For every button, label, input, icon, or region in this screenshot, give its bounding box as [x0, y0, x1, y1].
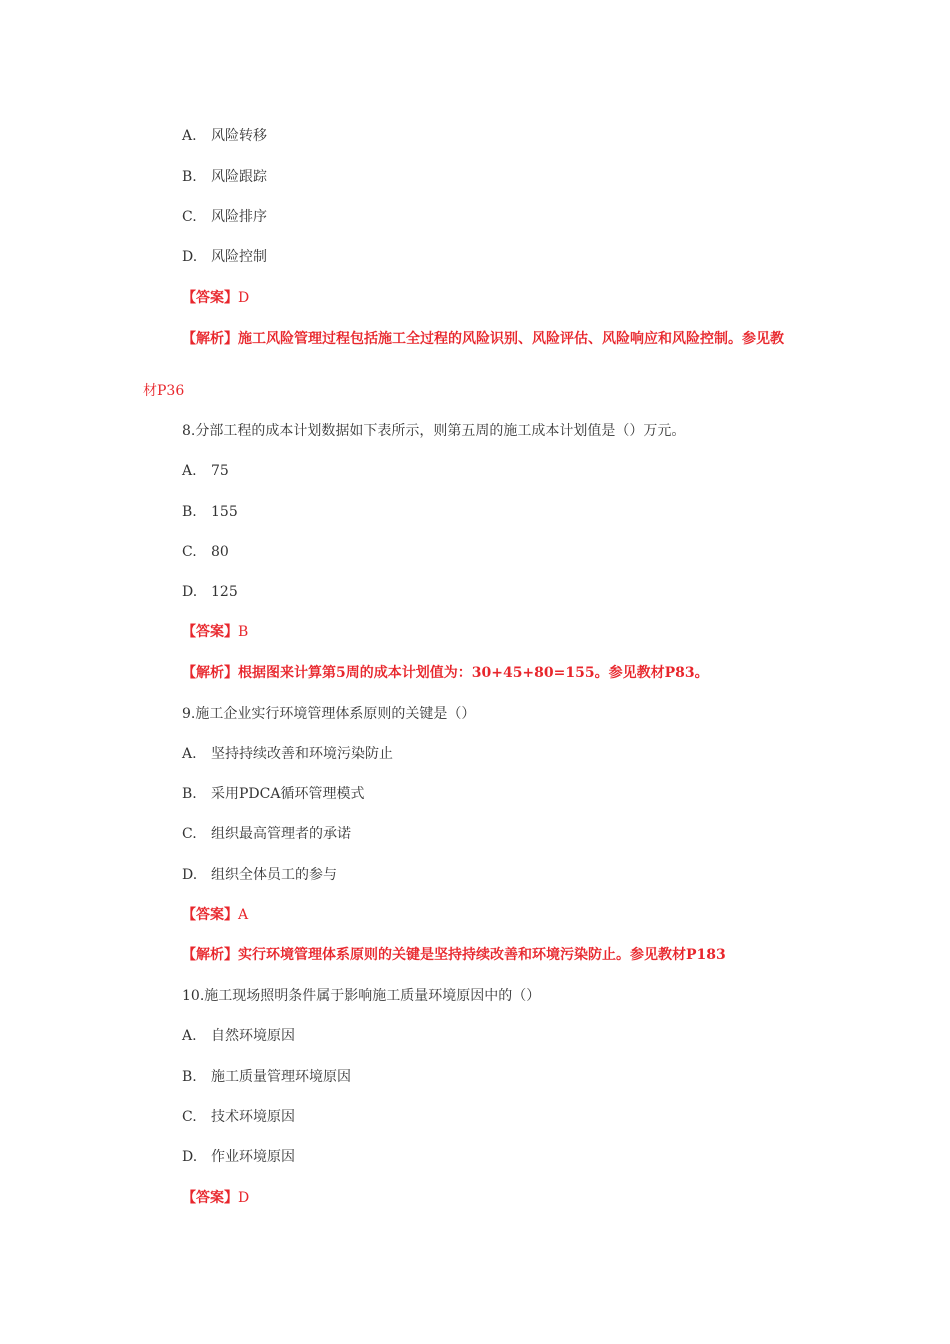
analysis-tag: 【解析】 — [182, 947, 238, 963]
option-text: 风险转移 — [211, 128, 267, 144]
q7-answer — [182, 288, 249, 308]
q8-option-c — [182, 542, 229, 562]
q7-analysis-continued: 材P36 — [143, 383, 185, 399]
answer-value: B — [238, 624, 249, 640]
q10-option-b — [182, 1067, 351, 1087]
option-letter: B. — [182, 169, 197, 185]
analysis-tag: 【解析】 — [182, 665, 238, 681]
option-letter: D. — [182, 1149, 198, 1165]
option-letter: B. — [182, 504, 197, 520]
q9-option-c — [182, 824, 351, 844]
q7-option-d — [182, 247, 267, 267]
q8-question: 8.分部工程的成本计划数据如下表所示，则第五周的施工成本计划值是（）万元。 — [182, 423, 686, 439]
q8-option-a — [182, 461, 229, 481]
q8-option-d — [182, 582, 238, 602]
q7-option-c — [182, 207, 267, 227]
q9-analysis — [182, 945, 726, 965]
option-text: 坚持持续改善和环境污染防止 — [211, 746, 393, 762]
analysis-tag: 【解析】 — [182, 331, 238, 347]
option-text: 自然环境原因 — [211, 1028, 295, 1044]
option-text: 风险排序 — [211, 209, 267, 225]
option-text: 技术环境原因 — [211, 1109, 295, 1125]
q9-answer — [182, 905, 248, 925]
option-letter: B. — [182, 786, 197, 802]
option-text: 155 — [211, 504, 238, 520]
q9-option-d — [182, 865, 337, 885]
option-letter: A. — [182, 128, 197, 144]
answer-tag: 【答案】 — [182, 907, 238, 923]
option-letter: D. — [182, 584, 198, 600]
option-letter: A. — [182, 463, 197, 479]
answer-tag: 【答案】 — [182, 624, 238, 640]
answer-tag: 【答案】 — [182, 290, 238, 306]
option-text: 125 — [211, 584, 238, 600]
q7-analysis — [182, 329, 784, 349]
option-letter: C. — [182, 544, 197, 560]
option-letter: D. — [182, 867, 198, 883]
option-text: 组织最高管理者的承诺 — [211, 826, 351, 842]
option-letter: C. — [182, 1109, 197, 1125]
q9-question: 9.施工企业实行环境管理体系原则的关键是（） — [182, 706, 476, 722]
option-letter: C. — [182, 826, 197, 842]
answer-value: D — [238, 1190, 250, 1206]
q7-option-b — [182, 167, 267, 187]
q10-option-d — [182, 1147, 295, 1167]
q10-option-a — [182, 1026, 295, 1046]
option-letter: D. — [182, 249, 198, 265]
q10-question: 10.施工现场照明条件属于影响施工质量环境原因中的（） — [182, 988, 541, 1004]
option-letter: A. — [182, 746, 197, 762]
option-text: 作业环境原因 — [211, 1149, 295, 1165]
option-letter: A. — [182, 1028, 197, 1044]
answer-tag: 【答案】 — [182, 1190, 238, 1206]
answer-value: D — [238, 290, 250, 306]
option-text: 80 — [211, 544, 229, 560]
q10-answer — [182, 1188, 249, 1208]
q10-option-c — [182, 1107, 295, 1127]
q9-option-b — [182, 784, 364, 804]
analysis-text: 根据图来计算第5周的成本计划值为：30+45+80=155。参见教材P83。 — [238, 665, 709, 681]
option-text: 组织全体员工的参与 — [211, 867, 337, 883]
answer-value: A — [238, 907, 249, 923]
option-letter: B. — [182, 1069, 197, 1085]
option-text: 风险控制 — [211, 249, 267, 265]
option-text: 施工质量管理环境原因 — [211, 1069, 351, 1085]
option-letter: C. — [182, 209, 197, 225]
analysis-text: 施工风险管理过程包括施工全过程的风险识别、风险评估、风险响应和风险控制。参见教 — [238, 331, 784, 347]
q7-option-a — [182, 126, 267, 146]
option-text: 采用PDCA循环管理模式 — [211, 786, 365, 802]
q8-answer — [182, 622, 248, 642]
analysis-text: 实行环境管理体系原则的关键是坚持持续改善和环境污染防止。参见教材P183 — [238, 947, 726, 963]
q8-analysis — [182, 663, 709, 683]
q9-option-a — [182, 744, 393, 764]
q8-option-b — [182, 502, 238, 522]
option-text: 风险跟踪 — [211, 169, 267, 185]
option-text: 75 — [211, 463, 229, 479]
